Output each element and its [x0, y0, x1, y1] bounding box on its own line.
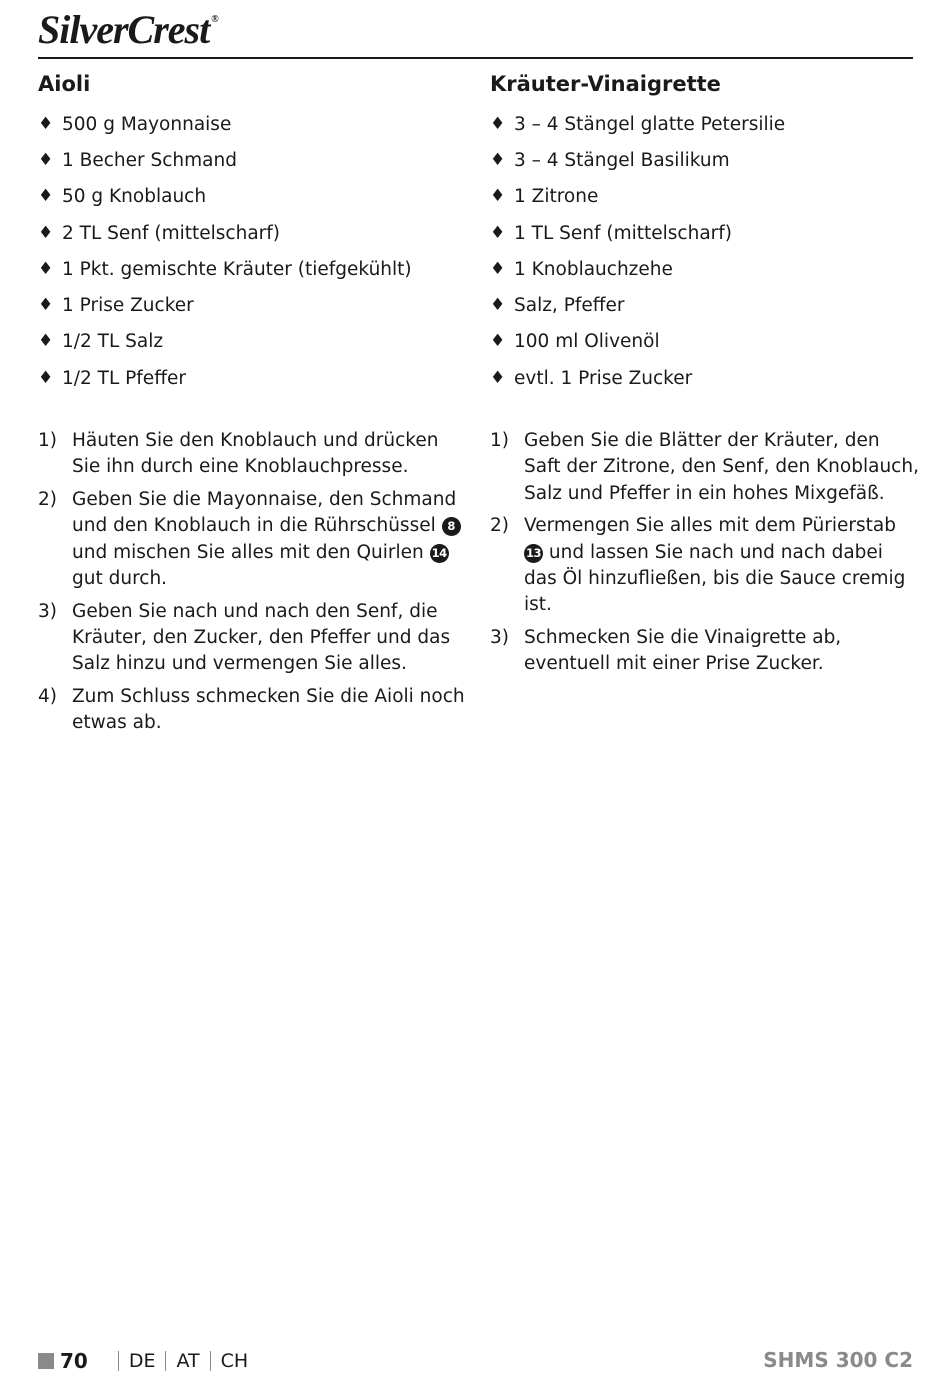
list-item: ♦ 3 – 4 Stängel glatte Petersilie: [490, 113, 786, 135]
diamond-bullet-icon: ♦: [38, 149, 54, 170]
list-item: ♦ 1/2 TL Salz: [38, 331, 164, 353]
list-item: ♦ 1 Pkt. gemischte Kräuter (tiefgekühlt): [38, 258, 412, 280]
list-item: ♦ 2 TL Senf (mittelscharf): [38, 222, 280, 244]
diamond-bullet-icon: ♦: [490, 331, 506, 352]
vinaigrette-title: Kräuter-Vinaigrette: [490, 72, 721, 96]
divider: [118, 1351, 119, 1371]
country-code: CH: [220, 1350, 249, 1372]
step-item: 2) Vermengen Sie alles mit dem Pürierstab 13 und lassen Sie nach und nach dabei das Öl hinzufließen, bis die Sauce cremig ist.: [490, 515, 906, 616]
diamond-bullet-icon: ♦: [38, 367, 54, 388]
step-item: 1) Geben Sie die Blätter der Kräuter, den Saft der Zitrone, den Senf, den Knoblauch, Salz und Pfeffer in ein hohes Mixgefäß.: [490, 430, 919, 504]
diamond-bullet-icon: ♦: [38, 258, 54, 279]
list-item: ♦ 1 Knoblauchzehe: [490, 258, 673, 280]
list-item: ♦ 1/2 TL Pfeffer: [38, 367, 186, 389]
list-item: ♦ evtl. 1 Prise Zucker: [490, 367, 693, 389]
list-item: ♦ 1 Prise Zucker: [38, 295, 194, 317]
diamond-bullet-icon: ♦: [490, 186, 506, 207]
page-footer: [38, 1346, 913, 1375]
diamond-bullet-icon: ♦: [490, 258, 506, 279]
diamond-bullet-icon: ♦: [490, 295, 506, 316]
header-rule: [38, 57, 913, 59]
list-item: ♦ 1 Becher Schmand: [38, 149, 237, 171]
diamond-bullet-icon: ♦: [490, 367, 506, 388]
list-item: ♦ 500 g Mayonnaise: [38, 113, 232, 135]
country-code: AT: [176, 1350, 200, 1372]
vinaigrette-recipe: [490, 70, 920, 675]
step-item: 4) Zum Schluss schmecken Sie die Aioli noch etwas ab.: [38, 686, 465, 734]
diamond-bullet-icon: ♦: [490, 113, 506, 134]
step-item: 2) Geben Sie die Mayonnaise, den Schmand und den Knoblauch in die Rührschüssel 8 und mischen Sie alles mit den Quirlen 14 gut durch.: [38, 487, 470, 592]
divider: [165, 1351, 166, 1371]
list-item: ♦ 100 ml Olivenöl: [490, 331, 660, 353]
step-item: 1) Häuten Sie den Knoblauch und drücken Sie ihn durch eine Knoblauchpresse.: [38, 430, 439, 478]
diamond-bullet-icon: ♦: [490, 222, 506, 243]
step-item: 3) Schmecken Sie die Vinaigrette ab, eventuell mit einer Prise Zucker.: [490, 627, 842, 675]
aioli-steps: [38, 428, 470, 743]
diamond-bullet-icon: ♦: [38, 222, 54, 243]
vinaigrette-ingredient-list: [490, 106, 920, 396]
step-item: 3) Geben Sie nach und nach den Senf, die Kräuter, den Zucker, den Pfeffer und das Salz hinzu und vermengen Sie alles.: [38, 600, 451, 675]
page-number: 70: [60, 1349, 88, 1373]
list-item: ♦ 3 – 4 Stängel Basilikum: [490, 149, 730, 171]
diamond-bullet-icon: ♦: [490, 149, 506, 170]
diamond-bullet-icon: ♦: [38, 186, 54, 207]
part-number-badge: 8: [442, 517, 461, 536]
brand-logo: SilverCrest ®: [38, 7, 218, 52]
diamond-bullet-icon: ♦: [38, 295, 54, 316]
model-number: SHMS 300 C2: [763, 1348, 913, 1372]
list-item: ♦ Salz, Pfeffer: [490, 295, 625, 317]
page-marker-icon: [38, 1353, 54, 1369]
vinaigrette-steps: [490, 428, 920, 684]
diamond-bullet-icon: ♦: [38, 113, 54, 134]
aioli-recipe: [38, 70, 470, 734]
list-item: ♦ 50 g Knoblauch: [38, 186, 207, 208]
list-item: ♦ 1 Zitrone: [490, 186, 599, 208]
list-item: ♦ 1 TL Senf (mittelscharf): [490, 222, 732, 244]
country-code: DE: [128, 1350, 156, 1372]
divider: [210, 1351, 211, 1371]
aioli-title: Aioli: [38, 72, 91, 96]
part-number-badge: 13: [524, 544, 543, 563]
diamond-bullet-icon: ♦: [38, 331, 54, 352]
aioli-ingredient-list: [38, 106, 470, 396]
part-number-badge: 14: [430, 544, 449, 563]
